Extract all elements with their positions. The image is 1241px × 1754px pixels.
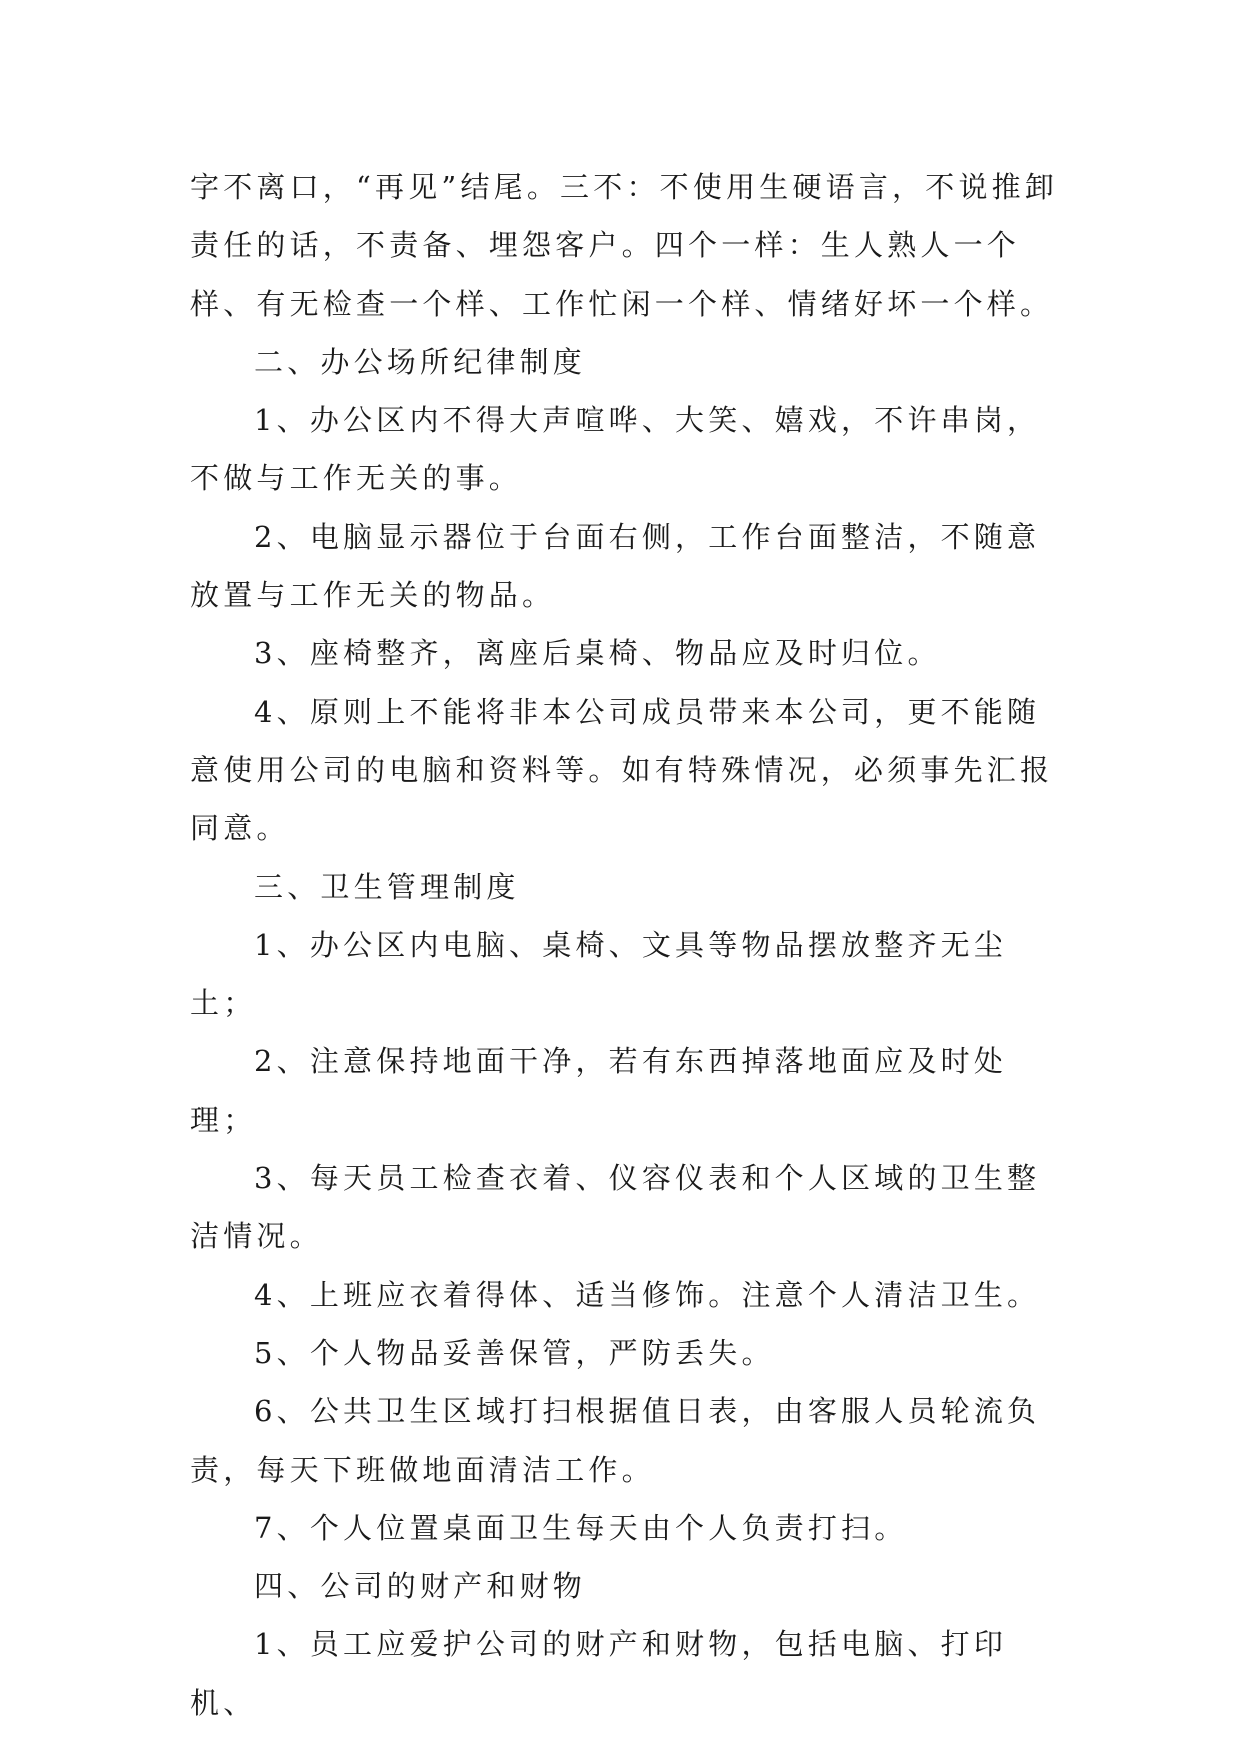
paragraph-hygiene-rule-7: 7、个人位置桌面卫生每天由个人负责打扫。	[254, 1510, 908, 1545]
paragraph-property-rule-1: 1、员工应爱护公司的财产和财物，包括电脑、打印机、	[190, 1627, 1008, 1720]
paragraph-hygiene-rule-1: 1、办公区内电脑、桌椅、文具等物品摆放整齐无尘土；	[190, 927, 1008, 1021]
paragraph-hygiene-rule-6: 6、公共卫生区域打扫根据值日表，由客服人员轮流负责，每天下班做地面清洁工作。	[190, 1394, 1041, 1487]
paragraph-office-rule-4: 4、原则上不能将非本公司成员带来本公司，更不能随意使用公司的电脑和资料等。如有特殊情况，必须事先汇报同意。	[190, 694, 1054, 846]
paragraph-office-rule-1: 1、办公区内不得大声喧哗、大笑、嬉戏，不许串岗，不做与工作无关的事。	[190, 403, 1041, 496]
paragraph-office-rule-3: 3、座椅整齐，离座后桌椅、物品应及时归位。	[254, 636, 941, 671]
paragraph-hygiene-rule-3: 3、每天员工检查衣着、仪容仪表和个人区域的卫生整洁情况。	[190, 1161, 1041, 1254]
paragraph-hygiene-rule-4: 4、上班应衣着得体、适当修饰。注意个人清洁卫生。	[254, 1277, 1041, 1312]
section-heading-hygiene: 三、卫生管理制度	[254, 869, 520, 904]
paragraph-hygiene-rule-2: 2、注意保持地面干净，若有东西掉落地面应及时处理；	[190, 1044, 1008, 1137]
document-page	[190, 158, 1070, 1732]
paragraph-office-rule-2: 2、电脑显示器位于台面右侧，工作台面整洁，不随意放置与工作无关的物品。	[190, 519, 1041, 613]
section-heading-office-discipline: 二、办公场所纪律制度	[254, 344, 587, 379]
paragraph-hygiene-rule-5: 5、个人物品妥善保管，严防丢失。	[254, 1335, 775, 1370]
paragraph-continued: 字不离口，“再见”结尾。三不：不使用生硬语言，不说推卸责任的话，不责备、埋怨客户。四个一样：生人熟人一个样、有无检查一个样、工作忙闲一个样、情绪好坏一个样。	[190, 170, 1059, 321]
section-heading-property: 四、公司的财产和财物	[254, 1569, 587, 1604]
